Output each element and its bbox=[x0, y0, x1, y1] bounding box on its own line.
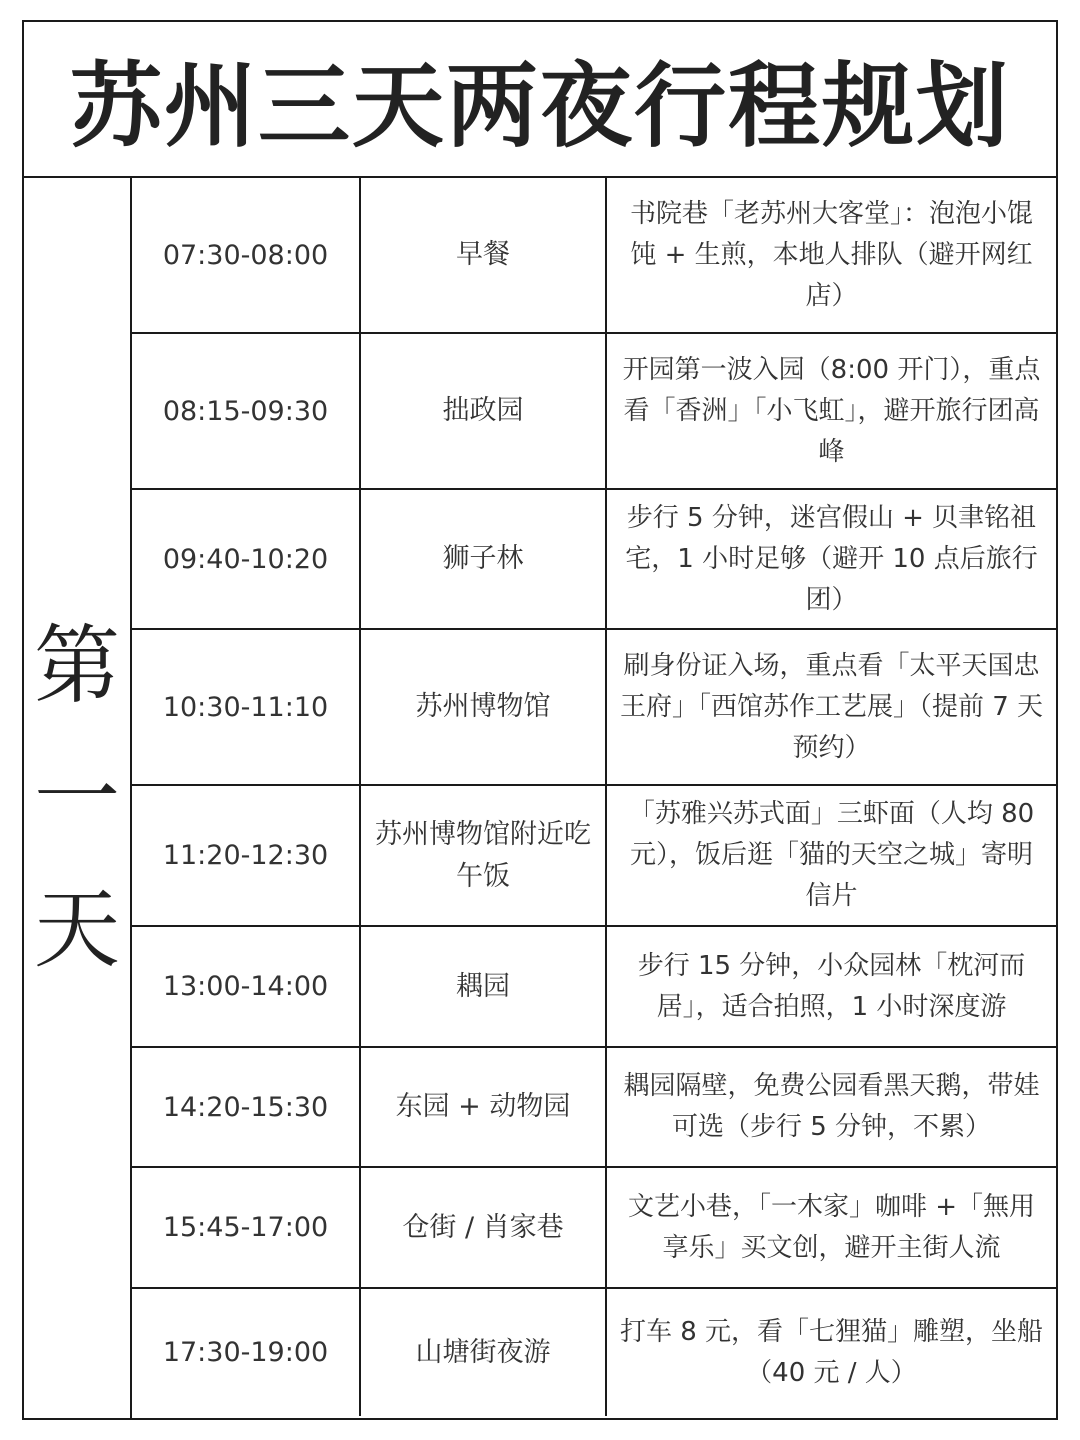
day-label-char: 一 bbox=[34, 748, 120, 848]
time-cell: 10:30-11:10 bbox=[132, 629, 360, 785]
day-label-column bbox=[24, 178, 132, 1418]
table-row bbox=[132, 926, 1056, 1047]
time-cell: 17:30-19:00 bbox=[132, 1288, 360, 1416]
itinerary-frame bbox=[22, 20, 1058, 1420]
table-row bbox=[132, 333, 1056, 489]
place-cell: 拙政园 bbox=[360, 333, 606, 489]
table-row bbox=[132, 1288, 1056, 1416]
place-cell: 仓街 / 肖家巷 bbox=[360, 1167, 606, 1288]
place-cell: 早餐 bbox=[360, 178, 606, 333]
time-cell: 11:20-12:30 bbox=[132, 785, 360, 926]
schedule-table bbox=[132, 178, 1056, 1416]
place-cell: 耦园 bbox=[360, 926, 606, 1047]
table-row bbox=[132, 785, 1056, 926]
note-cell: 开园第一波入园（8:00 开门），重点看「香洲」「小飞虹」，避开旅行团高峰 bbox=[606, 333, 1056, 489]
place-cell: 东园 + 动物园 bbox=[360, 1047, 606, 1167]
note-cell: 文艺小巷，「一木家」咖啡 +「無用享乐」买文创，避开主街人流 bbox=[606, 1167, 1056, 1288]
place-cell: 狮子林 bbox=[360, 489, 606, 629]
time-cell: 07:30-08:00 bbox=[132, 178, 360, 333]
time-cell: 08:15-09:30 bbox=[132, 333, 360, 489]
table-row bbox=[132, 1047, 1056, 1167]
table-row bbox=[132, 629, 1056, 785]
day-label-char: 天 bbox=[34, 880, 120, 980]
note-cell: 耦园隔壁，免费公园看黑天鹅，带娃可选（步行 5 分钟，不累） bbox=[606, 1047, 1056, 1167]
table-row bbox=[132, 178, 1056, 333]
time-cell: 09:40-10:20 bbox=[132, 489, 360, 629]
time-cell: 14:20-15:30 bbox=[132, 1047, 360, 1167]
place-cell: 山塘街夜游 bbox=[360, 1288, 606, 1416]
note-cell: 步行 5 分钟，迷宫假山 + 贝聿铭祖宅，1 小时足够（避开 10 点后旅行团） bbox=[606, 489, 1056, 629]
time-cell: 13:00-14:00 bbox=[132, 926, 360, 1047]
time-cell: 15:45-17:00 bbox=[132, 1167, 360, 1288]
place-cell: 苏州博物馆附近吃午饭 bbox=[360, 785, 606, 926]
note-cell: 「苏雅兴苏式面」三虾面（人均 80 元），饭后逛「猫的天空之城」寄明信片 bbox=[606, 785, 1056, 926]
table-row bbox=[132, 1167, 1056, 1288]
note-cell: 步行 15 分钟，小众园林「枕河而居」，适合拍照，1 小时深度游 bbox=[606, 926, 1056, 1047]
place-cell: 苏州博物馆 bbox=[360, 629, 606, 785]
page-title: 苏州三天两夜行程规划 bbox=[69, 53, 1010, 160]
table-row bbox=[132, 489, 1056, 629]
note-cell: 书院巷「老苏州大客堂」：泡泡小馄饨 + 生煎，本地人排队（避开网红店） bbox=[606, 178, 1056, 333]
title-bar bbox=[24, 22, 1056, 178]
day-label-char: 第 bbox=[34, 616, 120, 716]
note-cell: 打车 8 元，看「七狸猫」雕塑，坐船（40 元 / 人） bbox=[606, 1288, 1056, 1416]
note-cell: 刷身份证入场，重点看「太平天国忠王府」「西馆苏作工艺展」（提前 7 天预约） bbox=[606, 629, 1056, 785]
